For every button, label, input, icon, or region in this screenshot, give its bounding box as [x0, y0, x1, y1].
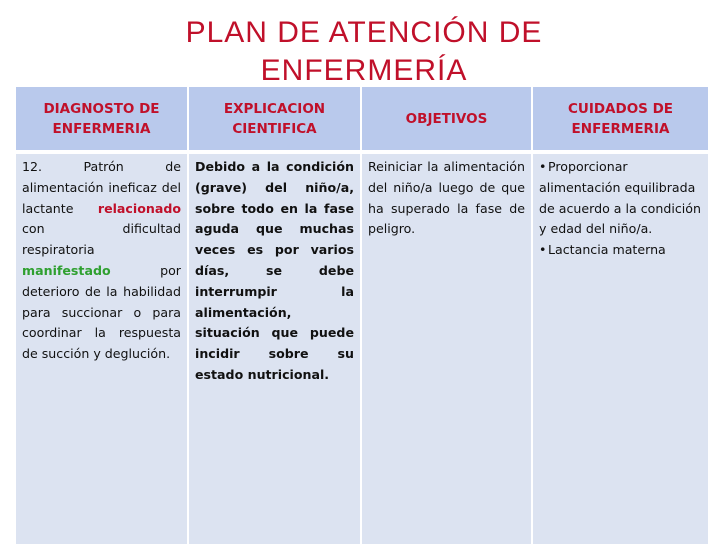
- slide-title-line-1: PLAN DE ATENCIÓN DE: [185, 16, 543, 49]
- cell-explicacion: Debido a la condición (grave) del niño/a, sobre todo en la fase aguda que muchas veces es por varios días, se debe interrumpir la alimentación, situación que puede incidir sobre su estado nutricional.: [188, 152, 361, 544]
- table-header-row: [15, 87, 709, 152]
- cuidados-list: [539, 157, 702, 261]
- list-item: [539, 240, 702, 261]
- header-explicacion: EXPLICACION CIENTIFICA: [188, 87, 361, 152]
- related-label: relacionado: [97, 200, 181, 216]
- slide-title: [0, 14, 728, 90]
- header-cuidados: CUIDADOS DE ENFERMERIA: [532, 87, 709, 152]
- slide-title-line-2: ENFERMERÍA: [260, 54, 468, 87]
- bullet-icon: •: [539, 242, 547, 258]
- cuidado-text-2: Lactancia materna: [548, 242, 666, 258]
- cuidado-text-1: Proporcionar alimentación equilibrada de acuerdo a la condición y edad del niño/a.: [539, 159, 701, 237]
- header-objetivos: OBJETIVOS: [361, 87, 532, 152]
- list-item: [539, 157, 702, 240]
- care-plan-table: [14, 87, 710, 544]
- cell-objetivos: Reiniciar la alimentación del niño/a luego de que ha superado la fase de peligro.: [361, 152, 532, 544]
- cell-cuidados: [532, 152, 709, 544]
- manifested-label: manifestado: [22, 262, 111, 278]
- diagnostico-text-3: por deterioro de la habilidad para succionar o para coordinar la respuesta de succión y deglución.: [22, 262, 181, 362]
- bullet-icon: •: [539, 159, 547, 174]
- diagnostico-text-2: con dificultad respiratoria: [22, 221, 181, 258]
- header-diagnostico: DIAGNOSTO DE ENFERMERIA: [15, 87, 188, 152]
- diagnostico-text-1: 12. Patrón de alimentación ineficaz del lactante: [22, 159, 181, 216]
- table-row: [15, 152, 709, 544]
- cell-diagnostico: [15, 152, 188, 544]
